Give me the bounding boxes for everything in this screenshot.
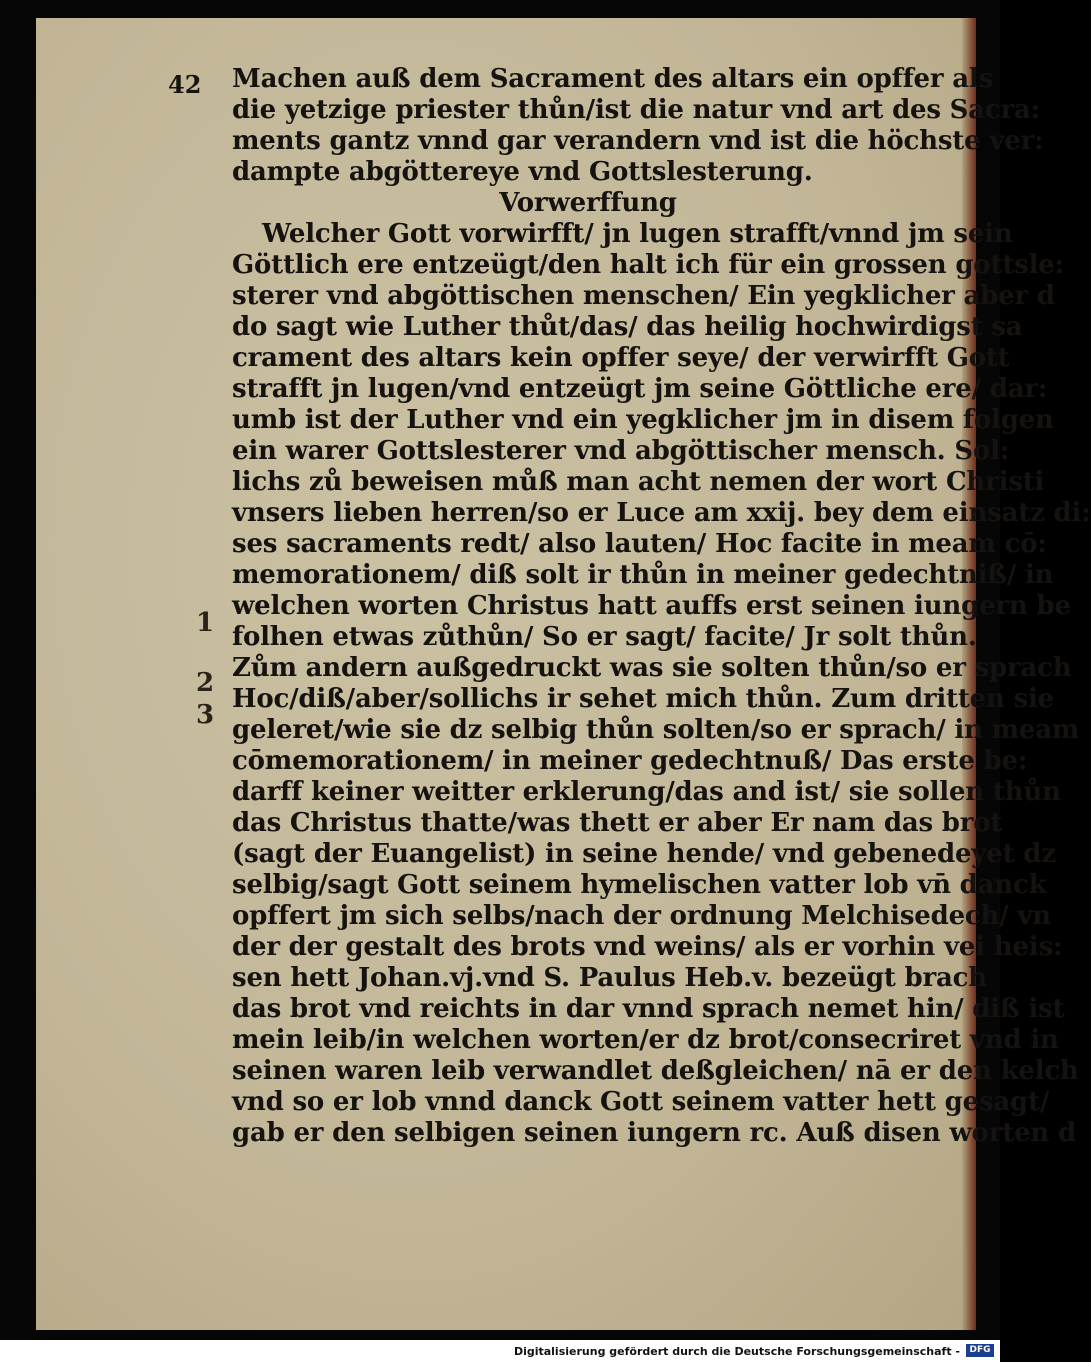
text-line: do sagt wie Luther thůt/das/ das heilig hochwirdigst sa [232, 312, 1023, 342]
text-line: darff keiner weitter erklerung/das and ist/ sie sollen thůn [232, 777, 1061, 807]
text-line: Göttlich ere entzeügt/den halt ich für ein grossen gottsle: [232, 250, 1064, 280]
text-line: der der gestalt des brots vnd weins/ als er vorhin vei heis: [232, 932, 1063, 962]
text-line: das Christus thatte/was thett er aber Er nam das brot [232, 808, 1003, 838]
text-line: selbig/sagt Gott seinem hymelischen vatter lob vn̄ danck [232, 870, 1047, 900]
text-line: Hoc/diß/aber/sollichs ir sehet mich thůn. Zum dritten sie [232, 684, 1055, 714]
digitization-footer [0, 1340, 1000, 1362]
margin-note-2: 2 [196, 668, 215, 698]
text-line: vnd so er lob vnnd danck Gott seinem vatter hett gesagt/ [232, 1087, 1050, 1117]
text-line: sen hett Johan.vj.vnd S. Paulus Heb.v. bezeügt brach [232, 963, 988, 993]
text-line: lichs zů beweisen můß man acht nemen der wort Christi [232, 467, 1045, 497]
text-line: das brot vnd reichts in dar vnnd sprach nemet hin/ diß ist [232, 994, 1065, 1024]
text-line: Welcher Gott vorwirfft/ jn lugen strafft/vnnd jm sein [262, 219, 1013, 249]
text-line: Zům andern außgedruckt was sie solten thůn/so er sprach [232, 653, 1072, 683]
text-line: strafft jn lugen/vnd entzeügt jm seine Göttliche ere/ dar: [232, 374, 1048, 404]
text-line: cōmemorationem/ in meiner gedechtnuß/ Das erste be: [232, 746, 1028, 776]
text-line: opffert jm sich selbs/nach der ordnung Melchisedech/ vn [232, 901, 1052, 931]
text-line: crament des altars kein opffer seye/ der verwirfft Gott [232, 343, 1010, 373]
text-line: dampte abgöttereye vnd Gottslesterung. [232, 157, 813, 187]
text-line: die yetzige priester thůn/ist die natur vnd art des Sacra: [232, 95, 1041, 125]
text-line: mein leib/in welchen worten/er dz brot/consecriret vnd in [232, 1025, 1059, 1055]
text-line: welchen worten Christus hatt auffs erst seinen iungern be [232, 591, 1071, 621]
text-line: folhen etwas zůthůn/ So er sagt/ facite/ Jr solt thůn. [232, 622, 977, 652]
text-line: vnsers lieben herren/so er Luce am xxij. bey dem einsatz di: [232, 498, 1091, 528]
folio-number: 42 [168, 70, 202, 99]
text-line: ments gantz vnnd gar verandern vnd ist die höchste ver: [232, 126, 1044, 156]
text-line: gab er den selbigen seinen iungern rc. Auß disen worten d [232, 1118, 1076, 1148]
text-line: umb ist der Luther vnd ein yegklicher jm in disem folgen [232, 405, 1054, 435]
footer-credit: Digitalisierung gefördert durch die Deutsche Forschungsgemeinschaft - [513, 1345, 960, 1358]
text-line: ein warer Gottslesterer vnd abgöttischer mensch. Sol: [232, 436, 1010, 466]
text-line: seinen waren leib verwandlet deßgleichen/ nā er den kelch [232, 1056, 1079, 1086]
text-line: Machen auß dem Sacrament des altars ein opffer als [232, 64, 994, 94]
text-line: (sagt der Euangelist) in seine hende/ vnd gebenedeyet dz [232, 839, 1056, 869]
section-heading: Vorwerffung [499, 188, 677, 218]
text-line: memorationem/ diß solt ir thůn in meiner gedechtniß/ in [232, 560, 1054, 590]
text-line: sterer vnd abgöttischen menschen/ Ein yegklicher aber d [232, 281, 1055, 311]
margin-note-1: 1 [196, 608, 215, 638]
dfg-logo-icon: DFG [966, 1344, 994, 1357]
margin-note-3: 3 [196, 700, 215, 730]
page-text [192, 64, 1091, 1149]
text-line: geleret/wie sie dz selbig thůn solten/so er sprach/ in meam [232, 715, 1080, 745]
text-line: ses sacraments redt/ also lauten/ Hoc facite in meam cō: [232, 529, 1047, 559]
